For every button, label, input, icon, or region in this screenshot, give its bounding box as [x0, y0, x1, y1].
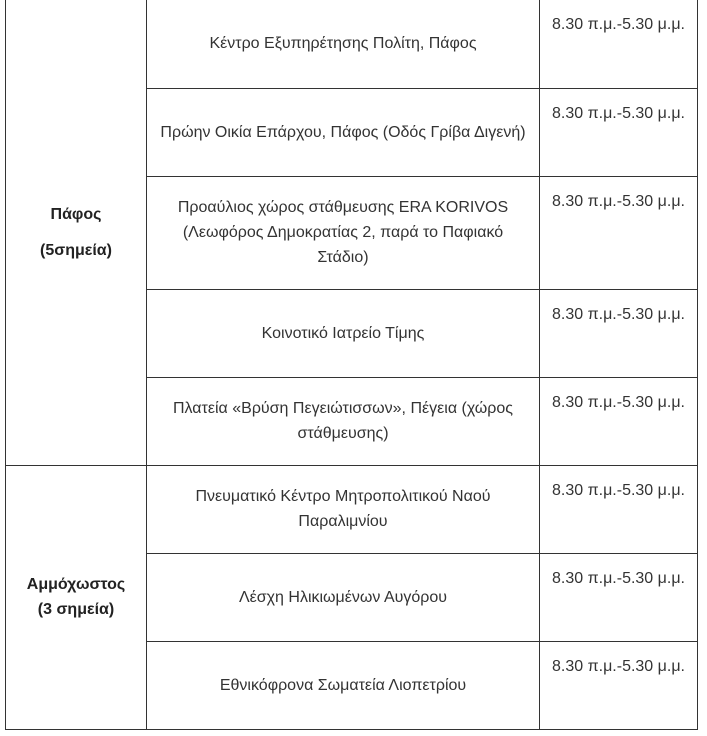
location-name: Κοινοτικό Ιατρείο Τίμης	[261, 324, 425, 342]
cropped-text-edge	[0, 731, 707, 736]
location-cell	[147, 377, 540, 465]
location-cell	[147, 553, 540, 641]
location-name: Πνευματικό Κέντρο Μητροπολιτικού Ναού Παραλιμνίου	[195, 488, 491, 530]
region-cell-paphos	[6, 0, 147, 465]
opening-hours: 8.30 π.μ.-5.30 μ.μ.	[552, 192, 685, 210]
opening-hours: 8.30 π.μ.-5.30 μ.μ.	[552, 657, 685, 675]
location-cell	[147, 289, 540, 377]
location-cell	[147, 641, 540, 729]
region-name: Πάφος	[50, 205, 102, 223]
table-row	[6, 465, 698, 553]
hours-cell	[540, 289, 698, 377]
location-cell	[147, 465, 540, 553]
opening-hours: 8.30 π.μ.-5.30 μ.μ.	[552, 305, 685, 323]
table-row	[6, 0, 698, 88]
location-cell	[147, 176, 540, 289]
region-count: (5σημεία)	[40, 241, 112, 259]
region-count: (3 σημεία)	[37, 601, 115, 618]
vaccination-points-table	[5, 0, 698, 730]
region-cell-famagusta	[6, 465, 147, 729]
opening-hours: 8.30 π.μ.-5.30 μ.μ.	[552, 16, 685, 33]
hours-cell	[540, 88, 698, 176]
location-name: Εθνικόφρονα Σωματεία Λιοπετρίου	[219, 676, 467, 694]
opening-hours: 8.30 π.μ.-5.30 μ.μ.	[552, 393, 685, 411]
location-name: Προαύλιος χώρος στάθμευσης ERA KORIVOS (Λεωφόρος Δημοκρατίας 2, παρά το Παφιακό Στάδιο)	[177, 199, 509, 266]
location-cell	[147, 88, 540, 176]
hours-cell	[540, 641, 698, 729]
location-cell	[147, 0, 540, 88]
location-name: Πρώην Οικία Επάρχου, Πάφος (Οδός Γρίβα Διγενή)	[160, 123, 526, 141]
hours-cell	[540, 553, 698, 641]
opening-hours: 8.30 π.μ.-5.30 μ.μ.	[552, 481, 685, 499]
hours-cell	[540, 465, 698, 553]
location-name: Λέσχη Ηλικιωμένων Αυγόρου	[238, 588, 448, 606]
hours-cell	[540, 176, 698, 289]
region-name: Αμμόχωστος	[26, 576, 126, 593]
opening-hours: 8.30 π.μ.-5.30 μ.μ.	[552, 104, 685, 122]
hours-cell	[540, 0, 698, 88]
hours-cell	[540, 377, 698, 465]
location-name: Κέντρο Εξυπηρέτησης Πολίτη, Πάφος	[209, 35, 477, 53]
location-name: Πλατεία «Βρύση Πεγειώτισσων», Πέγεια (χώρος στάθμευσης)	[172, 400, 514, 442]
opening-hours: 8.30 π.μ.-5.30 μ.μ.	[552, 569, 685, 587]
